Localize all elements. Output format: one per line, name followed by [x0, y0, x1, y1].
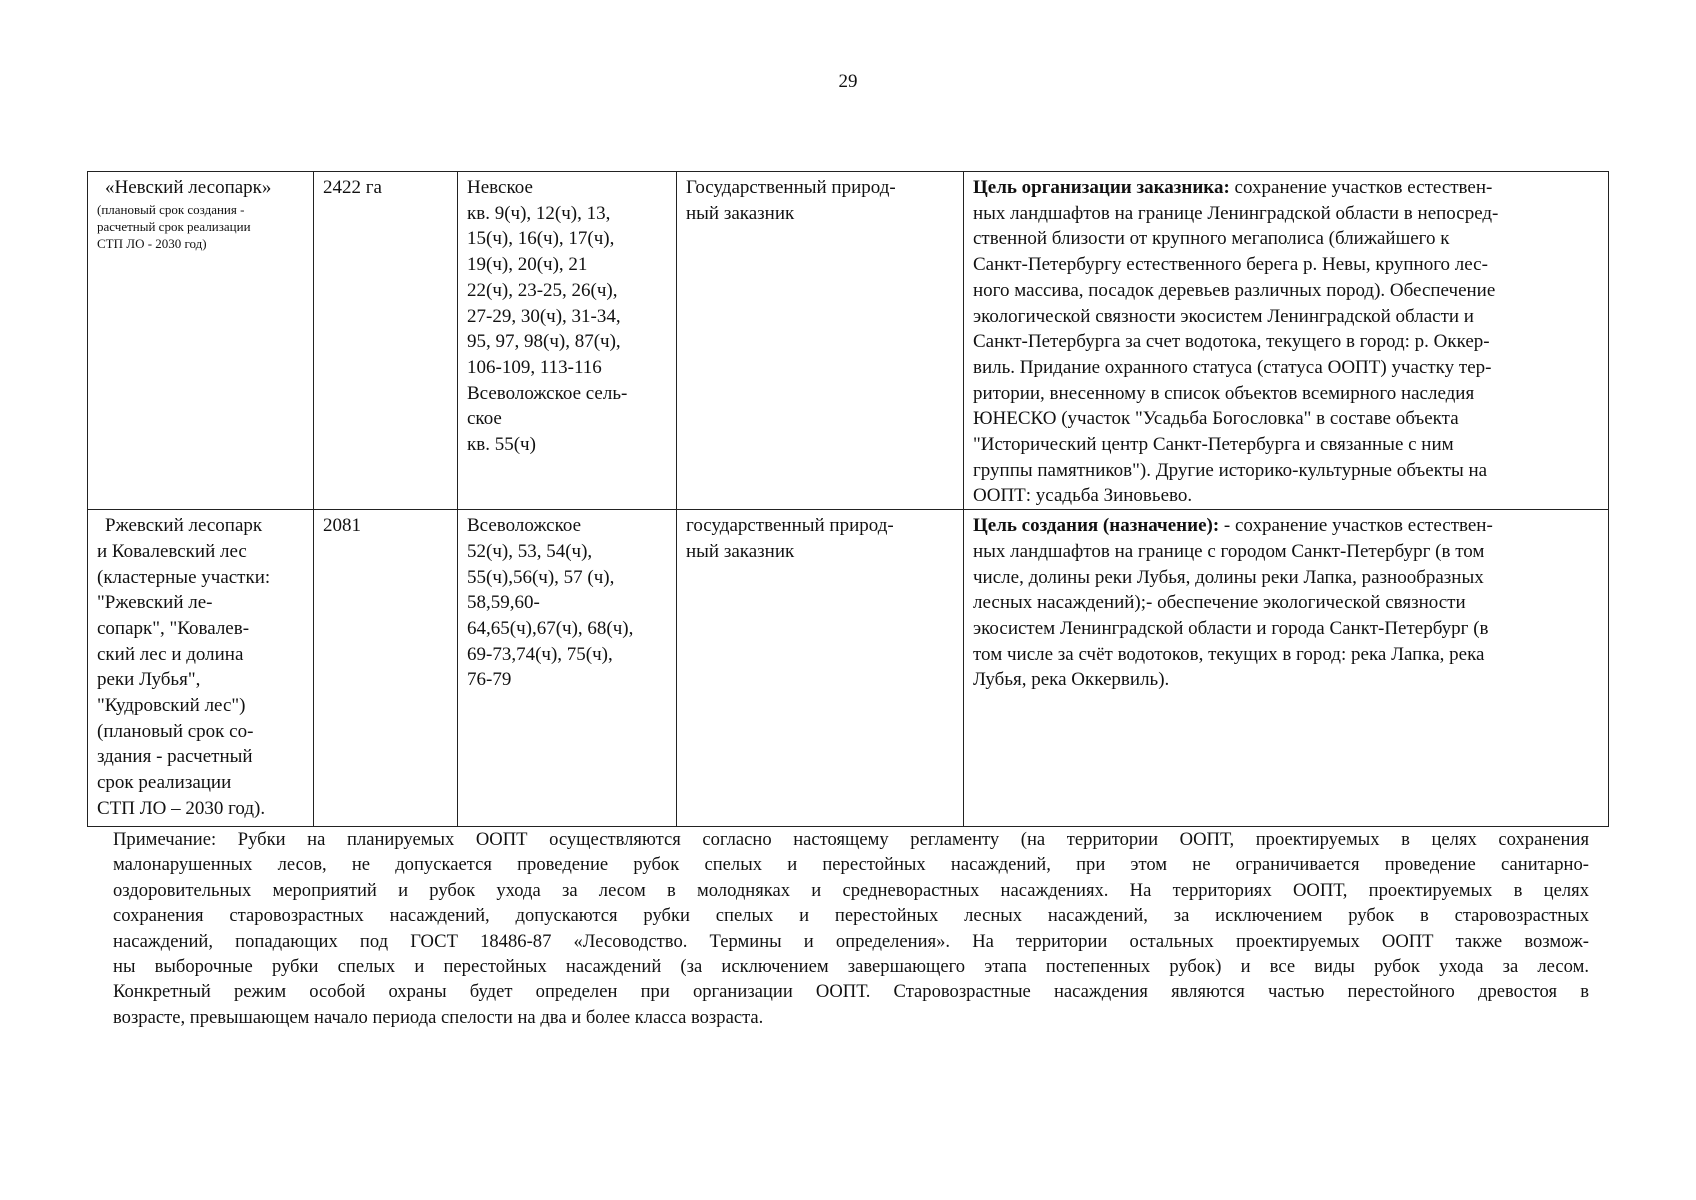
- location-line: 95, 97, 98(ч), 87(ч),: [467, 331, 621, 353]
- category-line: государственный природ-: [686, 515, 894, 537]
- area-name-cell: [88, 510, 314, 827]
- category-cell: [677, 172, 964, 510]
- purpose-line: Санкт-Петербургу естественного берега р. Невы, крупного лес-: [973, 254, 1488, 276]
- purpose-line: ных ландшафтов на границе Ленинградской области в непосред-: [973, 202, 1499, 224]
- area-name-line: "Кудровский лес"): [97, 695, 246, 717]
- purpose-line: виль. Придание охранного статуса (статуса ООПТ) участку тер-: [973, 356, 1492, 378]
- purpose-text-start: сохранение участков естествен-: [1229, 177, 1493, 198]
- area-name: [97, 513, 304, 821]
- page-number: 29: [838, 71, 858, 92]
- area-name-line: (плановый срок со-: [97, 720, 254, 742]
- location-line: Всеволожское: [467, 515, 582, 537]
- footnote-line: насаждений, попадающих под ГОСТ 18486-87 «Лесоводство. Термины и определения». На территории остальных проектируемых ООПТ также возмож-: [113, 930, 1589, 952]
- area-name-line: срок реализации: [97, 772, 232, 794]
- category-line: ный заказник: [686, 202, 795, 224]
- area-name-line: Ржевский лесопарк: [105, 515, 263, 537]
- location-line: Всеволожское сель-: [467, 382, 628, 404]
- location-line: 15(ч), 16(ч), 17(ч),: [467, 228, 615, 250]
- location-cell: [458, 510, 677, 827]
- area-name-note-line: расчетный срок реализации: [97, 218, 251, 234]
- area-name-line: здания - расчетный: [97, 746, 253, 768]
- location-line: 64,65(ч),67(ч), 68(ч),: [467, 617, 634, 639]
- purpose-first-line: [973, 175, 1599, 201]
- footnote-line: возрасте, превышающем начало периода спелости на два и более класса возраста.: [113, 1006, 764, 1028]
- location-line: 76-79: [467, 669, 512, 691]
- footnote-line: сохранения старовозрастных насаждений, допускаются рубки спелых и перестойных лесных насаждений, за исключением рубок в старовозрастных: [113, 905, 1589, 927]
- area-name-line: (кластерные участки:: [97, 566, 271, 588]
- protected-areas-table: [87, 171, 1609, 827]
- area-name-line: СТП ЛО – 2030 год).: [97, 797, 266, 819]
- table-row: [88, 510, 1609, 827]
- purpose-cell: [964, 510, 1609, 827]
- purpose-line: группы памятников"). Другие историко-культурные объекты на: [973, 459, 1488, 481]
- table-row: [88, 172, 1609, 510]
- location-line: 58,59,60-: [467, 592, 540, 614]
- area-size-cell: [314, 510, 458, 827]
- area-name-note-line: СТП ЛО - 2030 год): [97, 235, 207, 251]
- purpose-label: Цель организации заказника:: [973, 177, 1230, 198]
- location-line: ское: [467, 408, 502, 430]
- footnote-line: оздоровительных мероприятий и рубок ухода за лесом в молодняках и средневорастных насаждениях. На территориях ООПТ, проектируемых в целях: [113, 879, 1589, 901]
- footnote-line: малонарушенных лесов, не допускается проведение рубок спелых и перестойных насаждений, при этом не ограничивается проведение санитарно-: [113, 854, 1589, 876]
- location-cell: [458, 172, 677, 510]
- location-line: кв. 55(ч): [467, 434, 536, 456]
- purpose-first-line: [973, 513, 1599, 539]
- purpose-line: лесных насаждений);- обеспечение экологической связности: [973, 592, 1466, 614]
- area-name-line: сопарк", "Ковалев-: [97, 617, 250, 639]
- area-name-cell: [88, 172, 314, 510]
- footnote: [113, 827, 1589, 1030]
- area-name-note: [97, 201, 304, 252]
- area-name-line: и Ковалевский лес: [97, 540, 247, 562]
- location-line: 27-29, 30(ч), 31-34,: [467, 305, 621, 327]
- location-line: 19(ч), 20(ч), 21: [467, 254, 588, 276]
- location-line: 52(ч), 53, 54(ч),: [467, 540, 593, 562]
- footnote-line: ны выборочные рубки спелых и перестойных насаждений (за исключением завершающего этапа постепенных рубок) и все виды рубок ухода за лесом.: [113, 956, 1589, 978]
- location-line: кв. 9(ч), 12(ч), 13,: [467, 202, 611, 224]
- purpose-line: ных ландшафтов на границе с городом Санкт-Петербург (в том: [973, 540, 1485, 562]
- area-name-line: ский лес и долина: [97, 643, 244, 665]
- purpose-line: том числе за счёт водотоков, текущих в город: река Лапка, река: [973, 643, 1485, 665]
- purpose-line: Санкт-Петербурга за счет водотока, текущего в город: р. Оккер-: [973, 331, 1490, 353]
- purpose-cell: [964, 172, 1609, 510]
- purpose-line: ственной близости от крупного мегаполиса (ближайшего к: [973, 228, 1450, 250]
- purpose-line: ного массива, посадок деревьев различных пород). Обеспечение: [973, 279, 1496, 301]
- purpose-label: Цель создания (назначение):: [973, 515, 1220, 537]
- location-line: 69-73,74(ч), 75(ч),: [467, 643, 613, 665]
- category-line: Государственный природ-: [686, 177, 896, 198]
- purpose-line: "Исторический центр Санкт-Петербурга и связанные с ним: [973, 434, 1454, 456]
- area-size-cell: [314, 172, 458, 510]
- purpose-line: ритории, внесенному в список объектов всемирного наследия: [973, 382, 1475, 404]
- purpose-line: Лубья, река Оккервиль).: [973, 669, 1170, 691]
- location-line: Невское: [467, 177, 533, 198]
- area-size: 2422 га: [323, 177, 382, 198]
- footnote-line: Конкретный режим особой охраны будет определен при организации ООПТ. Старовозрастные насаждения являются частью перестойного древостоя в: [113, 981, 1589, 1003]
- area-size: 2081: [323, 515, 361, 537]
- footnote-line: Примечание: Рубки на планируемых ООПТ осуществляются согласно настоящему регламенту (на территории ООПТ, проектируемых в целях сохранения: [113, 829, 1589, 850]
- purpose-line: экосистем Ленинградской области и города Санкт-Петербург (в: [973, 617, 1489, 639]
- category-cell: [677, 510, 964, 827]
- purpose-line: числе, долины реки Лубья, долины реки Лапка, разнообразных: [973, 566, 1484, 588]
- category-line: ный заказник: [686, 540, 795, 562]
- purpose-line: экологической связности экосистем Ленинградской области и: [973, 305, 1474, 327]
- area-name-note-line: (плановый срок создания -: [97, 201, 245, 217]
- area-name-line: "Ржевский ле-: [97, 592, 213, 614]
- purpose-line: ООПТ: усадьба Зиновьево.: [973, 485, 1193, 507]
- area-name: [97, 175, 304, 201]
- area-name-line: реки Лубья",: [97, 669, 201, 691]
- purpose-line: ЮНЕСКО (участок "Усадьба Богословка" в составе объекта: [973, 408, 1459, 430]
- location-line: 55(ч),56(ч), 57 (ч),: [467, 566, 615, 588]
- purpose-text-start: - сохранение участков естествен-: [1219, 515, 1493, 537]
- area-name-line: «Невский лесопарк»: [105, 177, 272, 198]
- location-line: 106-109, 113-116: [467, 356, 602, 378]
- location-line: 22(ч), 23-25, 26(ч),: [467, 279, 618, 301]
